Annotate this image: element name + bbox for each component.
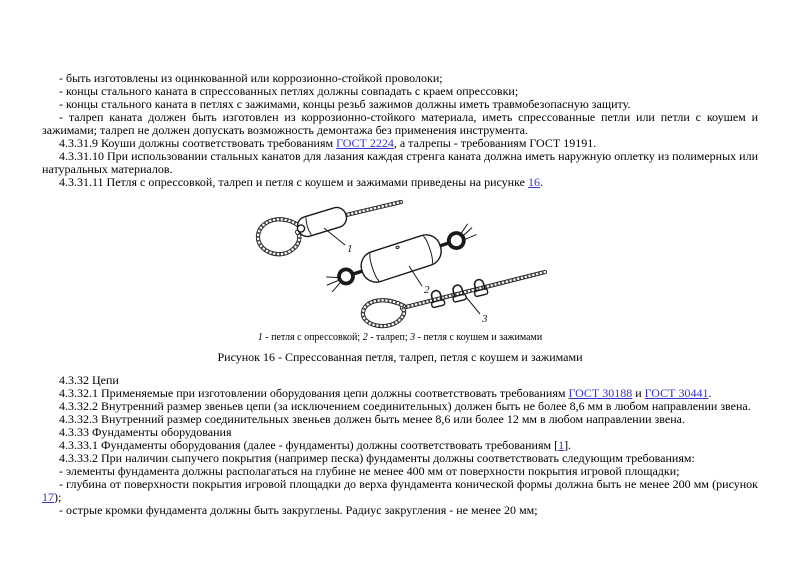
paragraph-text: 4.3.31.9 Коуши должны соответствовать требованиям bbox=[59, 136, 337, 150]
paragraph-4-3-31-11 bbox=[42, 176, 758, 189]
caption-text: - петля с коушем и зажимами bbox=[415, 332, 543, 343]
caption-number-1: 1 bbox=[257, 332, 263, 343]
link-gost-30441[interactable]: ГОСТ 30441 bbox=[644, 386, 709, 400]
figure-caption bbox=[42, 332, 758, 344]
paragraph-text: - концы стального каната в петлях с зажимами, концы резьб зажимов должны иметь травмобезопасную защиту. bbox=[59, 97, 631, 111]
paragraph-text: . bbox=[539, 175, 543, 189]
paragraph-text: . bbox=[708, 386, 712, 400]
paragraph-text: - острые кромки фундамента должны быть закруглены. Радиус закругления - не менее 20 мм; bbox=[59, 503, 538, 517]
thimble-loop-drawing bbox=[363, 272, 545, 326]
figure-16 bbox=[42, 198, 758, 364]
caption-text: - петля с опрессовкой; bbox=[262, 332, 363, 343]
caption-number-3: 3 bbox=[410, 332, 416, 343]
link-figure-17[interactable]: 17 bbox=[42, 490, 54, 504]
paragraph-turnbuckle bbox=[42, 111, 758, 137]
figure-16-drawing bbox=[250, 198, 550, 330]
paragraph-text: - глубина от поверхности покрытия игровой площадки до верха фундамента конической формы должна быть не менее 200 мм (рисунок bbox=[59, 477, 758, 491]
pressed-loop-drawing bbox=[258, 202, 401, 255]
link-figure-16[interactable]: 16 bbox=[527, 175, 540, 189]
figure-label-1: 1 bbox=[347, 243, 353, 255]
paragraph-text: 4.3.33.1 Фундаменты оборудования (далее - фундаменты) должны соответствовать требованиям [ bbox=[59, 438, 559, 452]
link-reference-1[interactable]: 1 bbox=[558, 438, 565, 452]
paragraph-text: 4.3.32.2 Внутренний размер звеньев цепи (за исключением соединительных) должен быть не более 8,6 мм в любом направлении звена. bbox=[59, 399, 751, 413]
paragraph-4-3-31-10 bbox=[42, 150, 758, 176]
paragraph-text: , а талрепы - требованиям ГОСТ 19191. bbox=[393, 136, 597, 150]
link-gost-2224[interactable]: ГОСТ 2224 bbox=[336, 136, 394, 150]
paragraph-text: 4.3.32.1 Применяемые при изготовлении оборудования цепи должны соответствовать требованиям bbox=[59, 386, 569, 400]
paragraph-text: - элементы фундамента должны располагаться на глубине не менее 400 мм от поверхности покрытия игровой площадки; bbox=[59, 464, 680, 478]
paragraph-text: 4.3.32.3 Внутренний размер соединительных звеньев должен быть менее 8,6 или более 12 мм в любом направлении звена. bbox=[59, 412, 685, 426]
paragraph-text: 4.3.33.2 При наличии сыпучего покрытия (например песка) фундаменты должны соответствовать следующим требованиям: bbox=[59, 451, 695, 465]
paragraph-conical-foundation bbox=[42, 478, 758, 504]
paragraph-text: 4.3.33 Фундаменты оборудования bbox=[59, 425, 232, 439]
paragraph-text: ]. bbox=[564, 438, 572, 452]
paragraph-text: - талреп каната должен быть изготовлен из коррозионно-стойкого материала, иметь спрессованные петли или петли с коушем и зажимами; талреп не должен допускать возможность демонтажа без применения инструмента. bbox=[42, 110, 758, 137]
paragraph-text: ); bbox=[54, 490, 62, 504]
paragraph-text: - быть изготовлены из оцинкованной или коррозионно-стойкой проволоки; bbox=[59, 71, 443, 85]
figure-title: Рисунок 16 - Спрессованная петля, талреп, петля с коушем и зажимами bbox=[217, 350, 583, 364]
caption-number-2: 2 bbox=[362, 332, 368, 343]
paragraph-text: 4.3.31.10 При использовании стальных канатов для лазания каждая стренга каната должна иметь наружную оплетку из полимерных или натуральных материалов. bbox=[42, 149, 758, 176]
figure-label-2: 2 bbox=[424, 284, 430, 296]
paragraph-sharp-edges bbox=[42, 504, 758, 517]
paragraph-text: и bbox=[632, 386, 645, 400]
link-gost-30188[interactable]: ГОСТ 30188 bbox=[568, 386, 633, 400]
paragraph-text: - концы стального каната в спрессованных петлях должны совпадать с краем опрессовки; bbox=[59, 84, 519, 98]
paragraph-text: 4.3.31.11 Петля с опрессовкой, талреп и петля с коушем и зажимами приведены на рисунке bbox=[59, 175, 528, 189]
figure-label-3: 3 bbox=[482, 313, 488, 325]
caption-text: - талреп; bbox=[367, 332, 411, 343]
paragraph-text: 4.3.32 Цепи bbox=[59, 373, 119, 387]
